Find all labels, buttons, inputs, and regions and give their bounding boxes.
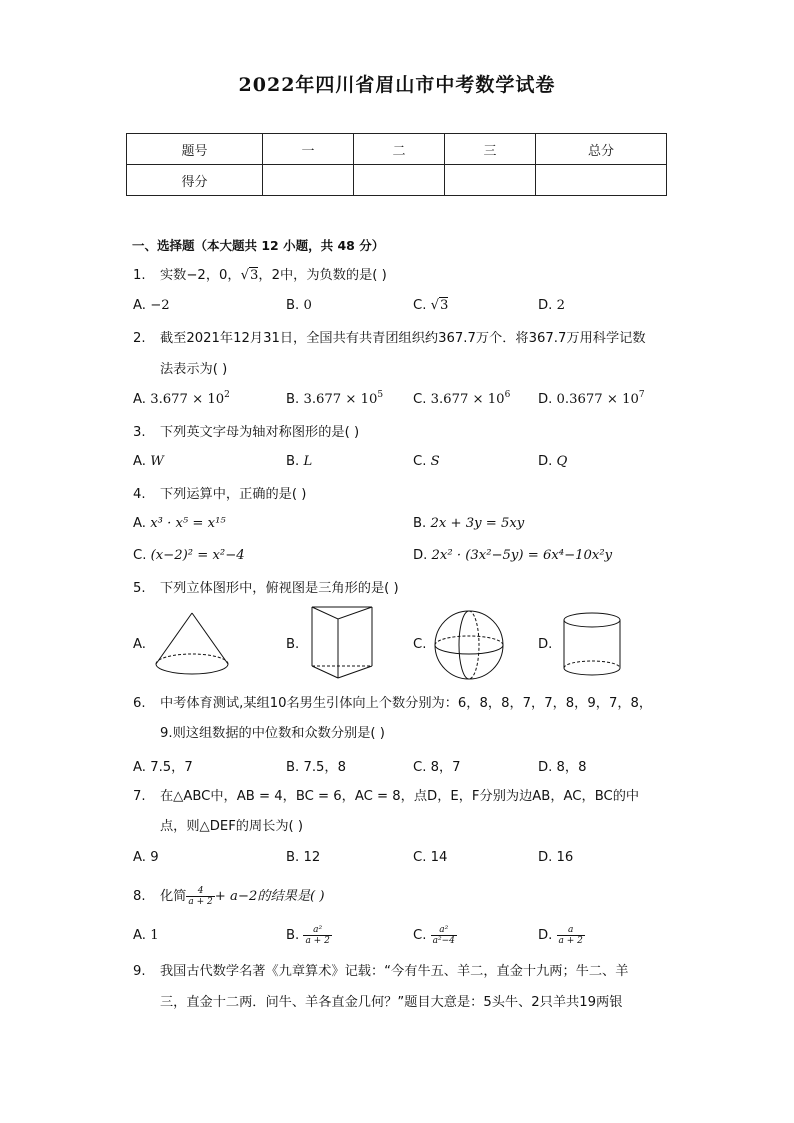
- option-letter: A.: [133, 298, 146, 313]
- option-value: 2x + 3y = 5xy: [430, 516, 525, 531]
- option-d[interactable]: D. $0.3677 \times 10^7$: [538, 390, 645, 407]
- score-input-cell[interactable]: [354, 165, 445, 196]
- question-number: 8.: [133, 889, 146, 904]
- fraction-numerator: a²: [303, 925, 331, 936]
- exponent: 7: [638, 390, 645, 400]
- question-text: 法表示为( ): [160, 362, 228, 377]
- question-number: 3.: [133, 425, 146, 440]
- question-number: 6.: [133, 696, 146, 711]
- option-d[interactable]: D. 2x² · (3x²−5y) = 6x⁴−10x²y: [413, 548, 613, 563]
- question-text: 下列运算中，正确的是( ): [160, 487, 307, 502]
- fraction-numerator: 4: [186, 886, 214, 897]
- section-heading: 一、选择题（本大题共 12 小题，共 48 分）: [132, 238, 385, 253]
- option-value: 9: [150, 850, 159, 865]
- option-value: 3.677 × 10: [303, 392, 378, 407]
- table-row: [127, 134, 667, 165]
- table-cell: 得分: [127, 165, 263, 196]
- option-value: S: [430, 454, 440, 469]
- option-value: 8，7: [430, 760, 461, 775]
- sqrt-value: 3: [250, 268, 259, 283]
- score-input-cell[interactable]: [445, 165, 536, 196]
- question-text: 中考体育测试,某组10名男生引体向上个数分别为：6，8，8，7，7，8，9，7，8，: [160, 696, 653, 711]
- option-c[interactable]: C. √3: [413, 298, 449, 313]
- option-b[interactable]: B. $3.677 \times 10^5$: [286, 390, 384, 407]
- option-c[interactable]: C. S: [413, 454, 440, 469]
- option-value: L: [303, 454, 313, 469]
- question-text: 9.则这组数据的中位数和众数分别是( ): [160, 726, 385, 741]
- question-text-part: 化简: [160, 889, 187, 904]
- option-value: 12: [303, 850, 321, 865]
- page-title: 2022年四川省眉山市中考数学试卷: [238, 74, 556, 96]
- option-value: 16: [556, 850, 574, 865]
- question-text: 下列立体图形中，俯视图是三角形的是( ): [160, 581, 399, 596]
- question-text: [160, 880, 325, 914]
- fraction-denominator: a + 2: [188, 896, 213, 907]
- table-cell: 三: [445, 134, 536, 165]
- fraction-denominator: a + 2: [305, 935, 330, 946]
- table-cell: 题号: [127, 134, 263, 165]
- option-a[interactable]: A. 1: [133, 928, 159, 943]
- exponent: 2: [224, 390, 230, 400]
- option-value: 0.3677 × 10: [556, 392, 639, 407]
- triangular-prism-icon: [306, 604, 378, 682]
- fraction-denominator: a²−4: [432, 935, 455, 946]
- fraction: [186, 886, 214, 907]
- option-value: 7.5，7: [150, 760, 193, 775]
- table-cell: 一: [263, 134, 354, 165]
- question-text: 下列英文字母为轴对称图形的是( ): [160, 425, 360, 440]
- option-d[interactable]: D.: [538, 637, 553, 652]
- question-text: 点，则△DEF的周长为( ): [160, 819, 304, 834]
- option-value: 3.677 × 10: [150, 392, 225, 407]
- option-a[interactable]: A. $3.677 \times 10^2$: [133, 390, 230, 407]
- question-number: 5.: [133, 581, 146, 596]
- question-text: 截至2021年12月31日，全国共有共青团组织约367.7万个．将367.7万用科学记数: [160, 331, 646, 346]
- exponent: 5: [377, 390, 384, 400]
- option-value: (x−2)² = x²−4: [150, 548, 245, 563]
- option-c[interactable]: C. 14: [413, 850, 448, 865]
- option-value: 7.5，8: [303, 760, 346, 775]
- option-value: x³ · x⁵ = x¹⁵: [150, 516, 226, 531]
- option-d[interactable]: D. Q: [538, 454, 568, 469]
- option-letter: C.: [413, 298, 427, 313]
- question-text-part: + a−2的结果是( ): [214, 889, 325, 904]
- cylinder-icon: [560, 610, 624, 680]
- option-b[interactable]: B. $\frac{\text{a²}}{a + 2}$: [286, 924, 330, 946]
- option-letter: B.: [286, 298, 300, 313]
- option-d[interactable]: [538, 298, 565, 313]
- fraction-numerator: a²: [431, 925, 457, 936]
- option-b[interactable]: B. 7.5，8: [286, 760, 346, 775]
- question-number: 4.: [133, 487, 146, 502]
- option-c[interactable]: C.: [413, 637, 427, 652]
- sphere-icon: [432, 608, 506, 682]
- fraction: [303, 925, 331, 946]
- option-a[interactable]: A.: [133, 637, 146, 652]
- option-value: 0: [303, 298, 312, 313]
- option-c[interactable]: C. $\frac{\text{a²}}{\text{a²−4}}$: [413, 924, 455, 946]
- option-c[interactable]: C. (x−2)² = x²−4: [133, 548, 245, 563]
- fraction: [431, 925, 457, 946]
- option-value: 8，8: [556, 760, 587, 775]
- table-row: [127, 165, 667, 196]
- option-a[interactable]: A. W: [133, 454, 164, 469]
- option-value: 1: [150, 928, 159, 943]
- score-table: [126, 133, 667, 196]
- cone-icon: [150, 610, 234, 680]
- score-input-cell[interactable]: [536, 165, 667, 196]
- option-value: 2x² · (3x²−5y) = 6x⁴−10x²y: [431, 548, 613, 563]
- table-cell: 二: [354, 134, 445, 165]
- option-value: 2: [556, 298, 565, 313]
- question-number: 7.: [133, 789, 146, 804]
- option-d[interactable]: D. 16: [538, 850, 574, 865]
- question-text-part: ，2中，为负数的是( ): [258, 268, 387, 283]
- option-c[interactable]: C. 8，7: [413, 760, 461, 775]
- option-value: W: [150, 454, 164, 469]
- fraction-numerator: a: [557, 925, 585, 936]
- option-b[interactable]: B.: [286, 637, 300, 652]
- option-a[interactable]: [133, 298, 170, 313]
- question-number: 2.: [133, 331, 146, 346]
- exponent: 6: [504, 390, 511, 400]
- fraction: [557, 925, 585, 946]
- option-d[interactable]: D. 8，8: [538, 760, 587, 775]
- option-a[interactable]: A. 9: [133, 850, 159, 865]
- question-number: 9.: [133, 964, 146, 979]
- table-cell: 总分: [536, 134, 667, 165]
- question-text: 在△ABC中，AB = 4，BC = 6，AC = 8，点D，E，F分别为边AB，AC，BC的中: [160, 789, 640, 804]
- option-value: 3: [440, 298, 449, 313]
- option-b[interactable]: B. L: [286, 454, 313, 469]
- option-letter: D.: [538, 298, 553, 313]
- option-b[interactable]: B. 12: [286, 850, 321, 865]
- question-text: 实数−2，0，√3，2中，为负数的是( ): [160, 268, 387, 283]
- option-c[interactable]: C. $3.677 \times 10^6$: [413, 390, 511, 407]
- fraction-denominator: a + 2: [558, 935, 583, 946]
- option-value: 3.677 × 10: [430, 392, 505, 407]
- option-value: 14: [430, 850, 448, 865]
- option-a[interactable]: A. x³ · x⁵ = x¹⁵: [133, 516, 226, 531]
- score-input-cell[interactable]: [263, 165, 354, 196]
- option-b[interactable]: B. 2x + 3y = 5xy: [413, 516, 525, 531]
- question-text: 三，直金十二两．问牛、羊各直金几何？”题目大意是：5头牛、2只羊共19两银: [160, 995, 623, 1010]
- option-d[interactable]: D. $\frac{a}{a + 2}$: [538, 924, 583, 946]
- option-a[interactable]: A. 7.5，7: [133, 760, 193, 775]
- question-number: 1.: [133, 268, 146, 283]
- question-text-part: 实数−2，0，: [160, 268, 241, 283]
- question-text: 我国古代数学名著《九章算术》记载：“今有牛五、羊二，直金十九两；牛二、羊: [160, 964, 629, 979]
- option-value: Q: [556, 454, 568, 469]
- option-b[interactable]: [286, 298, 312, 313]
- option-value: −2: [150, 298, 170, 313]
